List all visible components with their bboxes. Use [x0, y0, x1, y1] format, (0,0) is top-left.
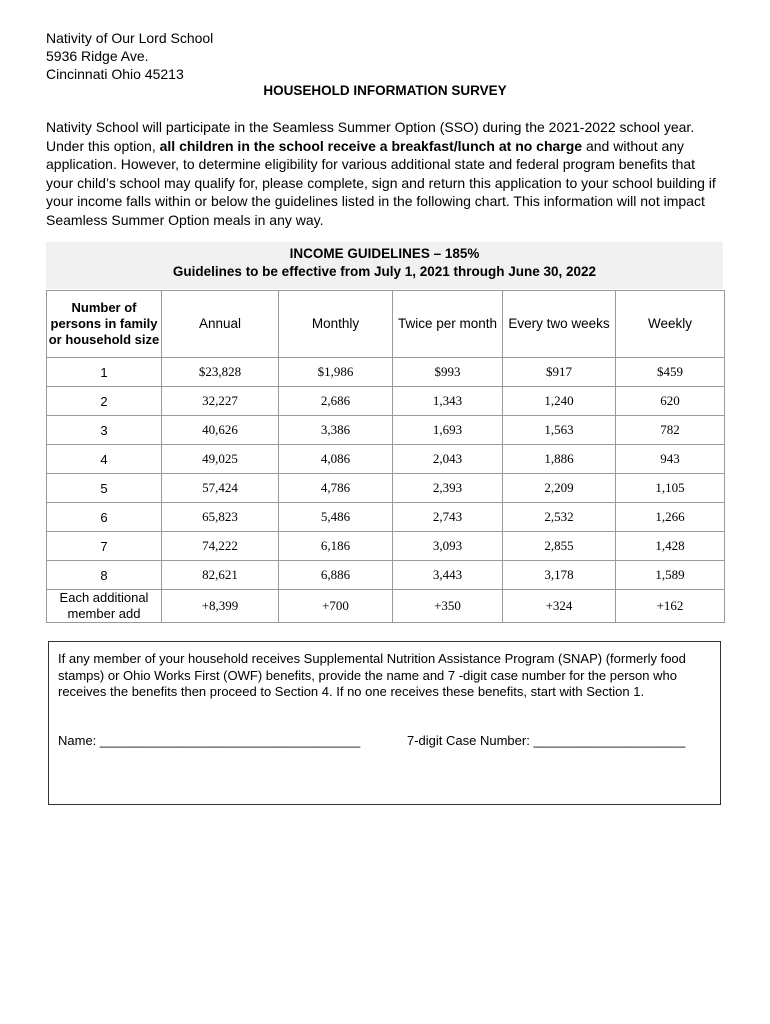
income-guidelines-banner — [46, 242, 723, 289]
table-cell: $23,828 — [162, 358, 279, 387]
table-cell: 49,025 — [162, 445, 279, 474]
table-row — [47, 387, 725, 416]
household-size-cell: 7 — [47, 532, 162, 561]
snap-owf-section — [48, 641, 721, 805]
table-cell: 65,823 — [162, 503, 279, 532]
name-field[interactable]: Name: ____________________________________ — [58, 733, 361, 748]
column-header: Every two weeks — [503, 291, 616, 358]
table-cell: 620 — [616, 387, 725, 416]
table-cell: 1,886 — [503, 445, 616, 474]
table-row — [47, 416, 725, 445]
table-cell: +162 — [616, 590, 725, 623]
table-cell: 82,621 — [162, 561, 279, 590]
household-size-cell: 2 — [47, 387, 162, 416]
table-cell: 2,855 — [503, 532, 616, 561]
table-cell: 3,178 — [503, 561, 616, 590]
document-title: HOUSEHOLD INFORMATION SURVEY — [263, 83, 507, 98]
intro-text-start: Nativity School will participate in the Seamless Summer Option (SSO) during the 2021-2022 school year. Under this option, — [46, 119, 695, 154]
table-cell: 6,886 — [279, 561, 393, 590]
table-cell: $993 — [393, 358, 503, 387]
guidelines-heading: INCOME GUIDELINES – 185% — [289, 246, 480, 261]
table-cell: $1,986 — [279, 358, 393, 387]
table-cell: 2,043 — [393, 445, 503, 474]
income-guidelines-table — [46, 290, 725, 623]
table-cell: 1,589 — [616, 561, 725, 590]
household-size-cell: 1 — [47, 358, 162, 387]
table-cell: 4,786 — [279, 474, 393, 503]
school-address — [46, 29, 213, 83]
table-cell: 943 — [616, 445, 725, 474]
household-size-cell: Each additional member add — [47, 590, 162, 623]
guidelines-subheading: Guidelines to be effective from July 1, 2021 through June 30, 2022 — [172, 264, 597, 279]
table-row — [47, 590, 725, 623]
table-cell: 3,386 — [279, 416, 393, 445]
household-size-cell: 4 — [47, 445, 162, 474]
table-cell: 3,093 — [393, 532, 503, 561]
intro-text-end: and without any application. However, to determine eligibility for various additional state and federal program benefits that your child’s school may qualify for, please complete, sign and return this application to your school building if your income falls within or below the guidelines listed in the following chart. This information will not impact Seamless Summer Option meals in any way. — [46, 137, 716, 228]
table-cell: 1,266 — [616, 503, 725, 532]
intro-text-bold: all children in the school receive a breakfast/lunch at no charge — [159, 137, 583, 154]
table-cell: 74,222 — [162, 532, 279, 561]
household-size-cell: 5 — [47, 474, 162, 503]
table-cell: 2,209 — [503, 474, 616, 503]
table-cell: 3,443 — [393, 561, 503, 590]
school-name: Nativity of Our Lord School — [46, 30, 214, 46]
table-cell: 1,563 — [503, 416, 616, 445]
household-size-cell: 3 — [47, 416, 162, 445]
table-row — [47, 561, 725, 590]
table-cell: 40,626 — [162, 416, 279, 445]
table-cell: $459 — [616, 358, 725, 387]
table-cell: +700 — [279, 590, 393, 623]
column-header: Number of persons in family or household size — [47, 291, 162, 358]
table-cell: 6,186 — [279, 532, 393, 561]
table-cell: 57,424 — [162, 474, 279, 503]
table-row — [47, 358, 725, 387]
table-cell: 4,086 — [279, 445, 393, 474]
snap-instructions: If any member of your household receives Supplemental Nutrition Assistance Program (SNAP) (formerly food stamps) or Ohio Works First (OWF) benefits, provide the name and 7 -digit case number for the person who receives the benefits then proceed to Section 4. If no one receives these benefits, start with Section 1. — [58, 651, 686, 699]
table-cell: 1,240 — [503, 387, 616, 416]
case-number-field[interactable]: 7-digit Case Number: _____________________ — [407, 733, 686, 748]
school-city: Cincinnati Ohio 45213 — [46, 66, 184, 82]
column-header: Twice per month — [393, 291, 503, 358]
table-cell: 5,486 — [279, 503, 393, 532]
column-header: Monthly — [279, 291, 393, 358]
school-street: 5936 Ridge Ave. — [46, 48, 149, 64]
intro-paragraph — [46, 118, 718, 229]
table-row — [47, 532, 725, 561]
table-cell: 2,532 — [503, 503, 616, 532]
table-row — [47, 445, 725, 474]
table-row — [47, 503, 725, 532]
table-row — [47, 474, 725, 503]
table-header-row — [47, 291, 725, 358]
table-cell: 2,743 — [393, 503, 503, 532]
household-size-cell: 6 — [47, 503, 162, 532]
table-cell: 2,686 — [279, 387, 393, 416]
table-cell: 1,693 — [393, 416, 503, 445]
table-cell: 32,227 — [162, 387, 279, 416]
table-cell: +350 — [393, 590, 503, 623]
table-cell: 1,343 — [393, 387, 503, 416]
column-header: Weekly — [616, 291, 725, 358]
table-cell: $917 — [503, 358, 616, 387]
household-size-cell: 8 — [47, 561, 162, 590]
table-cell: 2,393 — [393, 474, 503, 503]
table-cell: 782 — [616, 416, 725, 445]
table-cell: +8,399 — [162, 590, 279, 623]
table-cell: 1,105 — [616, 474, 725, 503]
table-cell: 1,428 — [616, 532, 725, 561]
table-cell: +324 — [503, 590, 616, 623]
column-header: Annual — [162, 291, 279, 358]
